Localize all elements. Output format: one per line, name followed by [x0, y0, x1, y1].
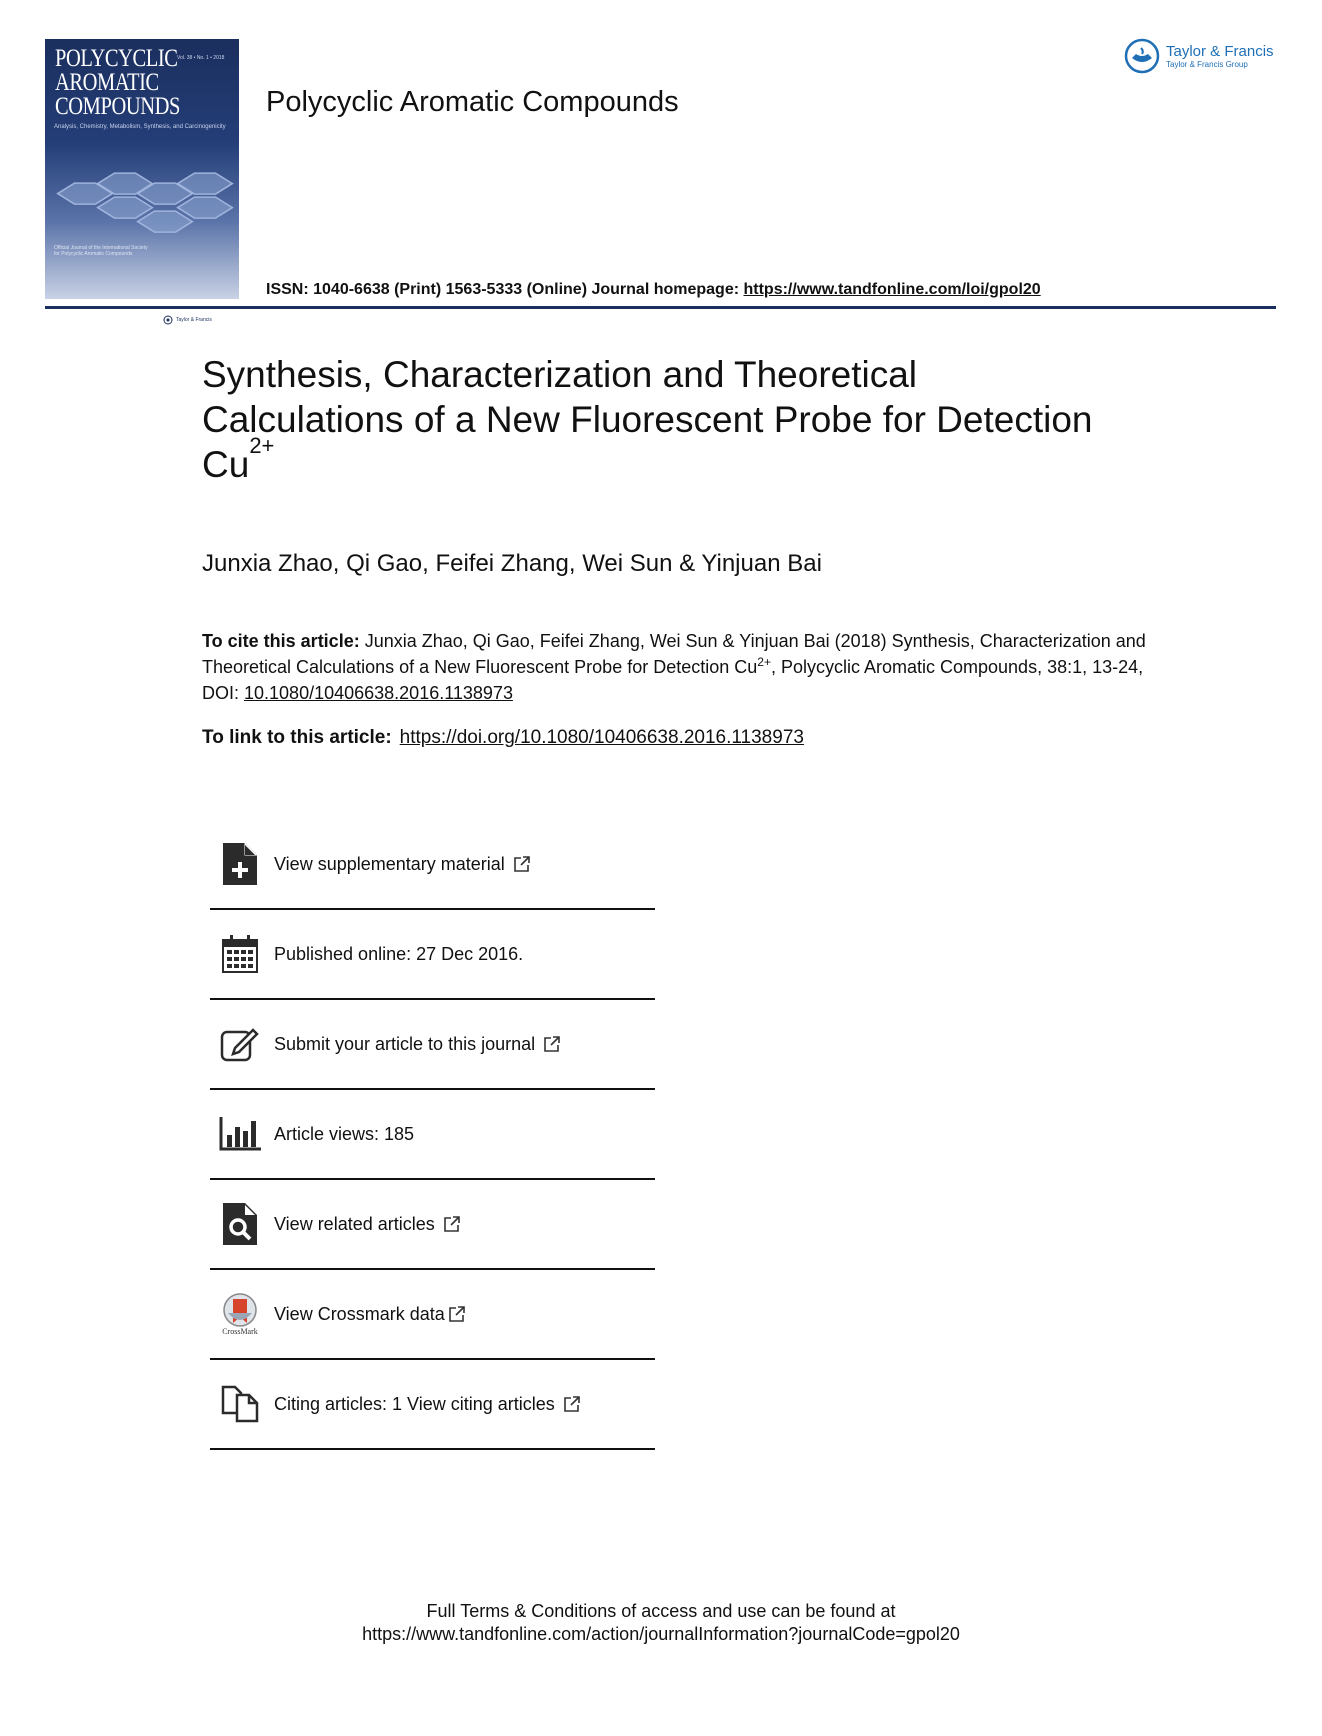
- article-title: [202, 352, 1102, 487]
- citation-block: [202, 628, 1152, 706]
- article-link-label: To link to this article:: [202, 727, 392, 748]
- crossmark-icon-text: CrossMark: [222, 1326, 258, 1336]
- taylor-francis-icon: [163, 315, 173, 325]
- journal-cover: [45, 39, 239, 323]
- citing-articles-item[interactable]: [210, 1360, 655, 1450]
- item-label: Submit your article to this journal: [274, 1033, 536, 1054]
- submit-article-item[interactable]: [210, 1000, 655, 1090]
- copy-documents-icon: [220, 1382, 260, 1426]
- article-title-superscript: 2+: [249, 433, 275, 458]
- journal-homepage-link[interactable]: https://www.tandfonline.com/loi/gpol20: [743, 281, 1041, 298]
- item-label: View supplementary material: [274, 853, 505, 874]
- supplementary-material-item[interactable]: [210, 820, 655, 910]
- bar-chart-icon: [220, 1112, 260, 1156]
- cover-subtitle: Analysis, Chemistry, Metabolism, Synthesis, and Carcinogenicity: [54, 124, 226, 130]
- publisher-lamp-icon: [1124, 38, 1160, 74]
- journal-name: Polycyclic Aromatic Compounds: [266, 86, 679, 118]
- cover-note: Official Journal of the International Society for Polycyclic Aromatic Compounds: [54, 245, 148, 257]
- external-link-icon: [448, 1305, 466, 1323]
- cover-title: [55, 45, 181, 120]
- citation-text: Junxia Zhao, Qi Gao, Feifei Zhang, Wei Sun & Yinjuan Bai (2018) Synthesis, Characterization and Theoretical Calculations of a New Fluorescent Probe for Detection Cu: [202, 631, 1146, 677]
- external-link-icon: [513, 855, 531, 873]
- publisher-group: Taylor & Francis Group: [1166, 60, 1248, 69]
- publisher-logo[interactable]: [1124, 38, 1274, 74]
- item-label: Citing articles: 1 View citing articles: [274, 1393, 555, 1414]
- external-link-icon: [443, 1215, 461, 1233]
- cover-title-line: POLYCYCLIC: [55, 45, 178, 72]
- edit-icon: [220, 1022, 260, 1066]
- cover-publisher-logo: [163, 313, 233, 327]
- article-link-line: [202, 727, 804, 749]
- article-title-text: Synthesis, Characterization and Theoretical Calculations of a New Fluorescent Probe for Detection Cu: [202, 354, 1093, 485]
- issn-line: [266, 281, 1041, 299]
- citation-superscript: 2+: [757, 655, 771, 669]
- terms-footer: [0, 1600, 1322, 1646]
- issn-text: ISSN: 1040-6638 (Print) 1563-5333 (Online) Journal homepage:: [266, 281, 744, 298]
- crossmark-icon: [220, 1292, 260, 1336]
- cover-publisher-text: Taylor & Francis: [176, 317, 212, 323]
- search-document-icon: [220, 1202, 260, 1246]
- file-plus-icon: [220, 842, 260, 886]
- cover-volume: Vol. 38 • No. 1 • 2018: [177, 55, 225, 61]
- footer-line: Full Terms & Conditions of access and use can be found at: [426, 1601, 896, 1621]
- item-label: Published online: 27 Dec 2016.: [274, 943, 524, 964]
- cover-title-line: AROMATIC: [55, 69, 159, 96]
- external-link-icon: [543, 1035, 561, 1053]
- crossmark-item[interactable]: [210, 1270, 655, 1360]
- terms-link[interactable]: https://www.tandfonline.com/action/journalInformation?journalCode=gpol20: [362, 1624, 960, 1644]
- item-label: Article views: 185: [274, 1123, 415, 1144]
- doi-link[interactable]: 10.1080/10406638.2016.1138973: [244, 683, 513, 703]
- header-divider: [45, 306, 1276, 309]
- item-label: View Crossmark data: [274, 1303, 445, 1324]
- calendar-icon: [220, 932, 260, 976]
- citation-label: To cite this article:: [202, 631, 360, 651]
- published-online-item: [210, 910, 655, 1000]
- article-authors: Junxia Zhao, Qi Gao, Feifei Zhang, Wei Sun & Yinjuan Bai: [202, 550, 822, 577]
- article-views-item: [210, 1090, 655, 1180]
- cover-title-line: COMPOUNDS: [55, 93, 181, 120]
- related-articles-item[interactable]: [210, 1180, 655, 1270]
- article-doi-url-link[interactable]: https://doi.org/10.1080/10406638.2016.1138973: [399, 727, 804, 748]
- item-label: View related articles: [274, 1213, 435, 1234]
- external-link-icon: [563, 1395, 581, 1413]
- citation-text: , Polycyclic Aromatic Compounds, 38:1, 13-24, DOI:: [202, 657, 1144, 703]
- article-info-list: [210, 820, 655, 1450]
- publisher-name: Taylor & Francis: [1166, 43, 1274, 60]
